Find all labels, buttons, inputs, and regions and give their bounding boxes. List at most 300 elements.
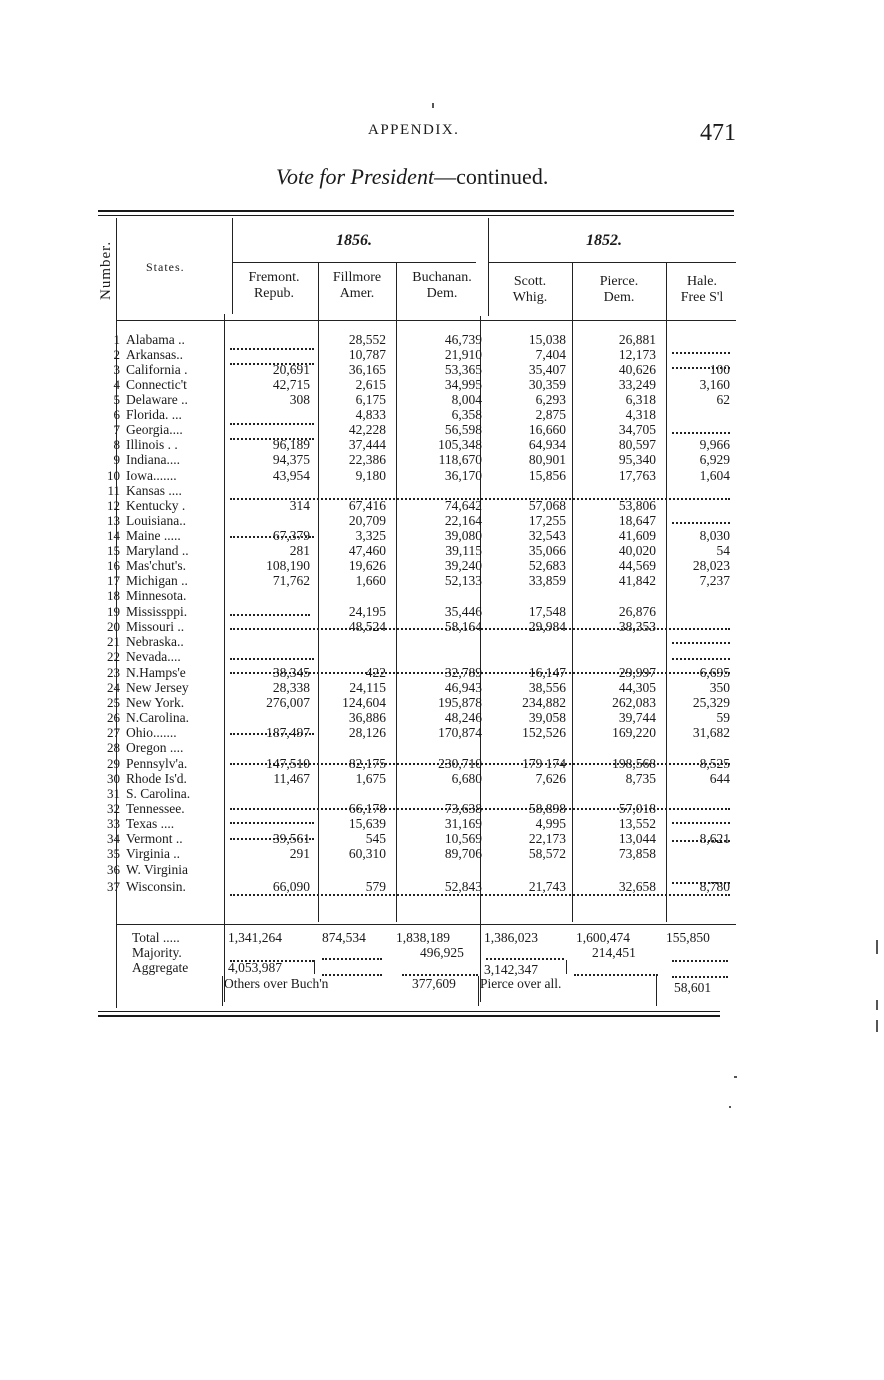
row-number: 22	[107, 649, 120, 664]
total-scott: 1,386,023	[484, 930, 538, 945]
row-number: 8	[113, 437, 120, 452]
vote-cell: 169,220	[612, 725, 656, 740]
state-name: Tennessee.	[126, 801, 185, 816]
vote-cell: 28,338	[272, 680, 310, 695]
table-row	[96, 816, 736, 831]
vote-cell: 3,325	[355, 528, 386, 543]
dotted-leader	[230, 894, 730, 896]
caption-rest: —continued.	[434, 164, 549, 189]
vote-cell: 9,966	[699, 437, 730, 452]
row-number: 11	[107, 483, 120, 498]
vote-cell: 48,524	[348, 619, 386, 634]
row-number: 2	[113, 347, 120, 362]
vote-cell: 40,020	[618, 543, 656, 558]
vote-cell: 100	[709, 362, 730, 377]
vote-cell: 48,246	[444, 710, 482, 725]
vote-cell: 44,305	[618, 680, 656, 695]
vote-cell: 67,379	[272, 528, 310, 543]
state-name: Wisconsin.	[126, 879, 186, 894]
scan-speck	[876, 1020, 878, 1032]
row-number: 16	[107, 558, 120, 573]
table-row	[96, 437, 736, 452]
vote-cell: 54	[716, 543, 730, 558]
vote-cell: 1,604	[699, 468, 730, 483]
scan-speck	[876, 940, 878, 954]
vote-cell: 39,058	[528, 710, 566, 725]
vote-cell: 41,842	[618, 573, 656, 588]
state-name: Oregon ....	[126, 740, 184, 755]
vote-cell: 8,030	[699, 528, 730, 543]
dotted-leader	[672, 642, 730, 644]
vote-cell: 35,407	[528, 362, 566, 377]
state-name: Pennsylv'a.	[126, 756, 188, 771]
table-row	[96, 588, 736, 603]
dotted-leader	[672, 352, 730, 354]
vote-cell: 32,789	[444, 665, 482, 680]
vote-cell: 6,929	[699, 452, 730, 467]
state-name: Delaware ..	[126, 392, 188, 407]
dotted-leader	[574, 974, 658, 976]
vote-cell: 57,018	[618, 801, 656, 816]
total-label: Total .....	[132, 930, 180, 945]
running-head: APPENDIX.	[368, 122, 460, 138]
row-number: 31	[107, 786, 120, 801]
vote-cell: 3,160	[699, 377, 730, 392]
bottom-rule-thick	[98, 1015, 720, 1017]
row-number: 6	[113, 407, 120, 422]
state-name: Missouri ..	[126, 619, 185, 634]
vote-cell: 36,165	[348, 362, 386, 377]
vote-cell: 108,190	[266, 558, 310, 573]
year-1852-header: 1852.	[586, 232, 622, 249]
vote-cell: 187,497	[266, 725, 310, 740]
state-name: California .	[126, 362, 188, 377]
vote-cell: 545	[365, 831, 386, 846]
state-name: Maine .....	[126, 528, 181, 543]
dotted-leader	[672, 522, 730, 524]
dotted-leader	[230, 536, 314, 538]
state-name: Alabama ..	[126, 332, 185, 347]
vote-cell: 15,856	[528, 468, 566, 483]
vote-cell: 62	[716, 392, 730, 407]
vote-cell: 26,876	[618, 604, 656, 619]
state-name: Michigan ..	[126, 573, 188, 588]
row-number: 7	[113, 422, 120, 437]
vote-cell: 33,249	[618, 377, 656, 392]
vote-cell: 43,954	[272, 468, 310, 483]
table-row	[96, 452, 736, 467]
dotted-leader	[230, 838, 314, 840]
vote-cell: 17,255	[528, 513, 566, 528]
table-row	[96, 347, 736, 362]
dotted-leader	[672, 432, 730, 434]
caption-italic: Vote for President	[276, 164, 435, 189]
vote-cell: 6,293	[535, 392, 566, 407]
state-name: W. Virginia	[126, 862, 188, 877]
table-row	[96, 862, 736, 877]
vote-cell: 73,858	[618, 846, 656, 861]
vote-cell: 314	[289, 498, 310, 513]
row-number: 13	[107, 513, 120, 528]
state-name: Connectic't	[126, 377, 187, 392]
vote-cell: 17,763	[618, 468, 656, 483]
table-row	[96, 528, 736, 543]
state-name: N.Carolina.	[126, 710, 189, 725]
vote-cell: 47,460	[348, 543, 386, 558]
vote-cell: 35,446	[444, 604, 482, 619]
total-pierce: 1,600,474	[576, 930, 630, 945]
column-header-fremont: Fremont. Repub.	[248, 270, 300, 301]
row-number: 18	[107, 588, 120, 603]
vote-cell: 291	[289, 846, 310, 861]
row-number: 23	[107, 665, 120, 680]
vote-cell: 198,568	[612, 756, 656, 771]
state-name: Ohio.......	[126, 725, 177, 740]
row-number: 1	[113, 332, 120, 347]
vote-cell: 28,023	[692, 558, 730, 573]
dotted-leader	[672, 976, 728, 978]
totals-rule-vertical	[222, 976, 223, 1006]
vote-cell: 58,164	[444, 619, 482, 634]
vote-cell: 350	[709, 680, 730, 695]
vote-cell: 28,552	[348, 332, 386, 347]
vote-cell: 39,115	[445, 543, 482, 558]
row-number: 10	[107, 468, 120, 483]
table-row	[96, 362, 736, 377]
table-row	[96, 332, 736, 347]
state-name: Kentucky .	[126, 498, 186, 513]
vote-cell: 276,007	[266, 695, 310, 710]
row-number: 32	[107, 801, 120, 816]
vote-cell: 35,066	[528, 543, 566, 558]
vote-cell: 44,569	[618, 558, 656, 573]
vote-cell: 33,859	[528, 573, 566, 588]
vote-cell: 262,083	[612, 695, 656, 710]
totals-rule	[116, 924, 736, 925]
vote-cell: 7,626	[535, 771, 566, 786]
dotted-leader	[672, 882, 730, 884]
vote-cell: 19,626	[348, 558, 386, 573]
vote-cell: 4,833	[355, 407, 386, 422]
dotted-leader	[230, 808, 730, 810]
vote-cell: 195,878	[438, 695, 482, 710]
vote-cell: 66,090	[272, 879, 310, 894]
scan-speck	[876, 1000, 878, 1010]
bottom-rule-thin	[98, 1011, 720, 1012]
row-number: 5	[113, 392, 120, 407]
row-number: 37	[107, 879, 120, 894]
vote-cell: 67,416	[348, 498, 386, 513]
state-name: Texas ....	[126, 816, 175, 831]
vote-cell: 36,170	[444, 468, 482, 483]
state-name: Kansas ....	[126, 483, 182, 498]
year-1856-header: 1856.	[336, 232, 372, 249]
vote-cell: 31,169	[444, 816, 482, 831]
vote-cell: 170,874	[438, 725, 482, 740]
table-row	[96, 498, 736, 513]
table-row	[96, 377, 736, 392]
vote-cell: 22,164	[444, 513, 482, 528]
vote-cell: 8,621	[699, 831, 730, 846]
table-row	[96, 695, 736, 710]
row-number: 9	[113, 452, 120, 467]
vote-cell: 38,353	[618, 619, 656, 634]
vote-cell: 6,358	[451, 407, 482, 422]
table-row	[96, 619, 736, 634]
majority-pierce: 214,451	[592, 945, 636, 960]
column-header-hale: Hale. Free S'l	[680, 274, 724, 305]
state-name: Virginia ..	[126, 846, 181, 861]
table-row	[96, 422, 736, 437]
vote-cell: 58,898	[528, 801, 566, 816]
vote-cell: 422	[365, 665, 386, 680]
vote-cell: 281	[289, 543, 310, 558]
vote-cell: 10,787	[348, 347, 386, 362]
state-name: N.Hamps'e	[126, 665, 186, 680]
others-over-label: Others over Buch'n	[224, 976, 329, 991]
vote-cell: 20,691	[272, 362, 310, 377]
totals-rule-vertical	[566, 960, 567, 974]
vote-cell: 64,934	[528, 437, 566, 452]
table-row	[96, 634, 736, 649]
vote-cell: 89,706	[444, 846, 482, 861]
totals-rule-vertical	[314, 960, 315, 974]
vote-cell: 53,365	[444, 362, 482, 377]
dotted-leader	[672, 840, 730, 842]
row-number: 27	[107, 725, 120, 740]
table-row	[96, 558, 736, 573]
row-number: 24	[107, 680, 120, 695]
vote-cell: 39,561	[272, 831, 310, 846]
row-number: 28	[107, 740, 120, 755]
vote-cell: 28,126	[348, 725, 386, 740]
vote-cell: 96,189	[272, 437, 310, 452]
vote-cell: 8,780	[699, 879, 730, 894]
table-row	[96, 468, 736, 483]
row-number: 34	[107, 831, 120, 846]
vote-cell: 230,710	[438, 756, 482, 771]
dotted-leader	[230, 672, 730, 674]
state-name: New York.	[126, 695, 185, 710]
table-row	[96, 573, 736, 588]
pierce-over-value: 58,601	[674, 980, 712, 995]
table-row	[96, 680, 736, 695]
year-underline-1852	[488, 262, 736, 263]
year-underline-1856	[232, 262, 476, 263]
total-fillmore: 874,534	[322, 930, 366, 945]
vote-cell: 80,597	[618, 437, 656, 452]
vote-cell: 6,680	[451, 771, 482, 786]
row-number: 30	[107, 771, 120, 786]
row-number: 36	[107, 862, 120, 877]
vote-cell: 15,038	[528, 332, 566, 347]
dotted-leader	[230, 614, 310, 616]
vote-cell: 73,638	[444, 801, 482, 816]
vote-cell: 579	[365, 879, 386, 894]
majority-buchanan: 496,925	[420, 945, 464, 960]
vote-cell: 52,843	[444, 879, 482, 894]
page-number: 471	[700, 120, 736, 146]
table-row	[96, 786, 736, 801]
state-name: S. Carolina.	[126, 786, 191, 801]
others-over-value: 377,609	[412, 976, 456, 991]
dotted-leader	[322, 974, 382, 976]
aggregate-1852: 3,142,347	[484, 962, 538, 977]
state-name: Maryland ..	[126, 543, 189, 558]
dotted-leader	[230, 423, 314, 425]
vote-cell: 52,683	[528, 558, 566, 573]
row-number: 12	[107, 498, 120, 513]
table-row	[96, 831, 736, 846]
state-name: Iowa.......	[126, 468, 177, 483]
vote-cell: 31,682	[692, 725, 730, 740]
vote-table	[96, 208, 736, 1018]
row-number: 26	[107, 710, 120, 725]
scan-speck	[729, 1106, 731, 1108]
vote-cell: 34,705	[618, 422, 656, 437]
vote-cell: 41,609	[618, 528, 656, 543]
column-header-pierce: Pierce. Dem.	[599, 274, 639, 305]
vote-cell: 42,228	[348, 422, 386, 437]
dotted-leader	[230, 960, 314, 962]
vote-cell: 38,345	[272, 665, 310, 680]
vote-cell: 13,044	[618, 831, 656, 846]
dotted-leader	[230, 363, 314, 365]
vote-cell: 94,375	[272, 452, 310, 467]
vote-cell: 644	[709, 771, 730, 786]
vote-cell: 56,598	[444, 422, 482, 437]
state-name: Rhode Is'd.	[126, 771, 187, 786]
table-row	[96, 649, 736, 664]
vote-cell: 17,548	[528, 604, 566, 619]
total-hale: 155,850	[666, 930, 710, 945]
vote-cell: 234,882	[522, 695, 566, 710]
vote-cell: 71,762	[272, 573, 310, 588]
row-number: 21	[107, 634, 120, 649]
vote-cell: 39,744	[618, 710, 656, 725]
vote-cell: 308	[289, 392, 310, 407]
dotted-leader	[230, 733, 314, 735]
total-buchanan: 1,838,189	[396, 930, 450, 945]
vote-cell: 24,115	[349, 680, 386, 695]
vote-cell: 37,444	[348, 437, 386, 452]
dotted-leader	[230, 763, 730, 765]
row-number: 35	[107, 846, 120, 861]
state-name: New Jersey	[126, 680, 189, 695]
column-header-fillmore: Fillmore Amer.	[332, 270, 382, 301]
vote-cell: 40,626	[618, 362, 656, 377]
vote-cell: 4,318	[625, 407, 656, 422]
vote-cell: 4,995	[535, 816, 566, 831]
state-name: Illinois . .	[126, 437, 178, 452]
vote-cell: 59	[716, 710, 730, 725]
majority-label: Majority.	[132, 945, 182, 960]
vote-cell: 46,943	[444, 680, 482, 695]
row-number: 19	[107, 604, 120, 619]
vote-cell: 6,175	[355, 392, 386, 407]
table-row	[96, 407, 736, 422]
table-row	[96, 483, 736, 498]
vote-cell: 26,881	[618, 332, 656, 347]
row-number: 29	[107, 756, 120, 771]
dotted-leader	[322, 958, 382, 960]
row-number: 33	[107, 816, 120, 831]
dotted-leader	[230, 348, 314, 350]
state-name: Arkansas..	[126, 347, 183, 362]
dotted-leader	[672, 960, 728, 962]
table-row	[96, 543, 736, 558]
table-row	[96, 513, 736, 528]
table-row	[96, 879, 736, 894]
row-number: 3	[113, 362, 120, 377]
table-caption	[276, 164, 548, 190]
dotted-leader	[672, 367, 730, 369]
table-row	[96, 846, 736, 861]
number-column-header: Number.	[98, 240, 114, 300]
vote-cell: 66,178	[348, 801, 386, 816]
row-number: 15	[107, 543, 120, 558]
dotted-leader	[672, 822, 730, 824]
table-row	[96, 771, 736, 786]
dotted-leader	[230, 498, 730, 500]
vote-cell: 53,806	[618, 498, 656, 513]
dotted-leader	[486, 958, 564, 960]
vote-cell: 32,543	[528, 528, 566, 543]
vote-cell: 2,615	[355, 377, 386, 392]
vote-cell: 52,133	[444, 573, 482, 588]
totals-rule-vertical	[478, 976, 479, 1006]
vote-cell: 22,386	[348, 452, 386, 467]
vote-cell: 38,556	[528, 680, 566, 695]
state-name: Mas'chut's.	[126, 558, 186, 573]
dotted-leader	[672, 658, 730, 660]
scan-speck	[432, 103, 434, 108]
dotted-leader	[230, 628, 730, 630]
dotted-leader	[230, 822, 314, 824]
vote-cell: 82,175	[348, 756, 386, 771]
vote-cell: 46,739	[444, 332, 482, 347]
vote-cell: 39,080	[444, 528, 482, 543]
aggregate-label: Aggregate	[132, 960, 189, 975]
row-number: 17	[107, 573, 120, 588]
vote-cell: 21,743	[528, 879, 566, 894]
vote-cell: 8,004	[451, 392, 482, 407]
vote-cell: 30,359	[528, 377, 566, 392]
table-row	[96, 392, 736, 407]
vote-cell: 9,180	[355, 468, 386, 483]
state-name: Mississppi.	[126, 604, 188, 619]
vote-cell: 147,510	[266, 756, 310, 771]
state-name: Nevada....	[126, 649, 181, 664]
vote-cell: 179 174	[522, 756, 566, 771]
vote-cell: 105,348	[438, 437, 482, 452]
table-row	[96, 710, 736, 725]
vote-cell: 7,237	[699, 573, 730, 588]
table-row	[96, 604, 736, 619]
vote-cell: 60,310	[348, 846, 386, 861]
vote-cell: 118,670	[438, 452, 482, 467]
vote-cell: 20,709	[348, 513, 386, 528]
vote-cell: 24,195	[348, 604, 386, 619]
vote-cell: 36,886	[348, 710, 386, 725]
vote-cell: 39,240	[444, 558, 482, 573]
vote-cell: 10,569	[444, 831, 482, 846]
vote-cell: 80,901	[528, 452, 566, 467]
row-number: 14	[107, 528, 120, 543]
vote-cell: 58,572	[528, 846, 566, 861]
vote-cell: 22,173	[528, 831, 566, 846]
table-row	[96, 740, 736, 755]
